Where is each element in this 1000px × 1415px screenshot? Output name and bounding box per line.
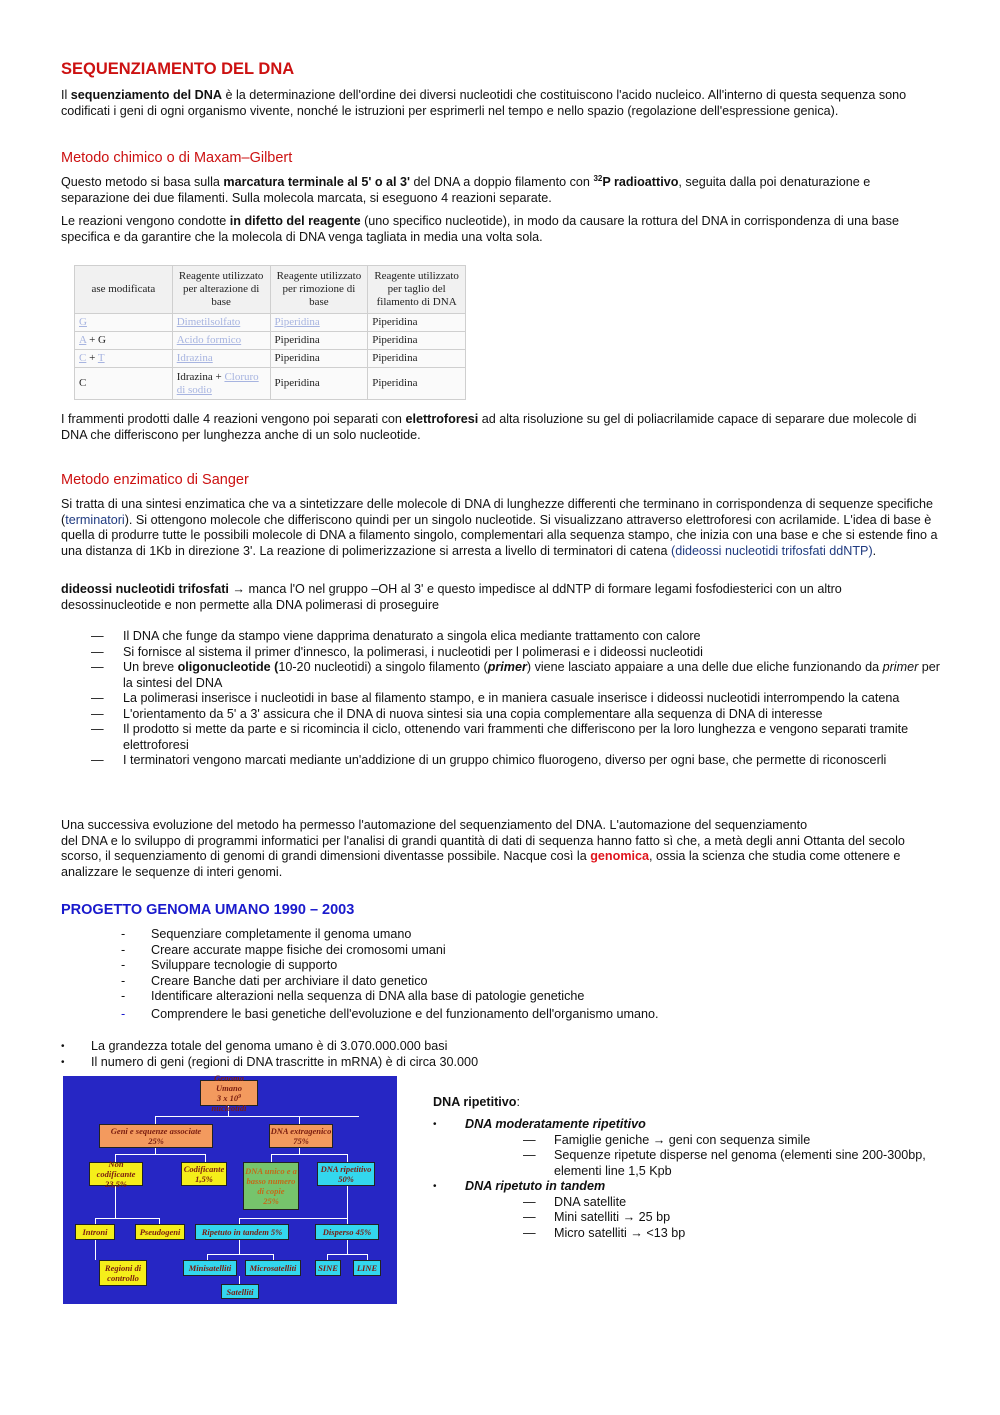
list-item: - Creare Banche dati per archiviare il dato genetico: [121, 973, 428, 988]
repetitive-dna-box: DNA ripetitivo 50%: [317, 1162, 375, 1186]
list-item: - Sequenziare completamente il genoma umano: [121, 927, 412, 941]
intro-paragraph: Il sequenziamento del DNA è la determinazione dell'ordine dei diversi nucleotidi che costituiscono l'acido nucleico. All'interno di questa sequenza sono codificati i geni di ogni organismo vivente, nonché le istruzioni per esprimerli nel tempo e nello spazio (regolazione dell'espressione genica).: [61, 88, 907, 118]
list-item: — Micro satelliti → <13 bp: [523, 1225, 686, 1240]
list-item: - Creare accurate mappe fisiche dei cromosomi umani: [121, 942, 446, 957]
sanger-paragraph-2: dideossi nucleotidi trifosfati → manca l'O nel gruppo –OH al 3' e questo impedisce al ddNTP di formare legami fosfodiesterici con un altro desossinucleotide e non permette alla DNA polimerasi di proseguire: [61, 582, 842, 612]
table-cell: Piperidina: [368, 350, 466, 368]
table-cell: Piperidina: [270, 332, 368, 350]
list-item: — Famiglie geniche → geni con sequenza simile: [523, 1132, 811, 1147]
table-header: ase modificata: [75, 266, 173, 314]
list-item: — DNA satellite: [523, 1194, 627, 1209]
table-cell: A + G: [75, 332, 173, 350]
table-row: [75, 332, 466, 350]
genome-goals-list: [121, 927, 921, 1022]
sine-box: SINE: [315, 1260, 341, 1276]
minisatellites-box: Minisatelliti: [183, 1260, 237, 1276]
list-item: — L'orientamento da 5' a 3' assicura che il DNA di nuova sintesi sia una copia complementare alla sequenza di DNA di interesse: [91, 706, 823, 721]
table-cell: Piperidina: [368, 332, 466, 350]
extragenic-box: DNA extragenico 75%: [270, 1126, 332, 1146]
table-cell: [75, 314, 173, 332]
reagent-link[interactable]: Dimetilsolfato: [176, 316, 241, 328]
satellites-box: Satelliti: [221, 1284, 259, 1299]
table-row: [75, 368, 466, 400]
unique-dna-box: DNA unico e a basso numero di copie 25%: [243, 1162, 299, 1210]
list-item: • La grandezza totale del genoma umano è di 3.070.000.000 basi: [61, 1039, 448, 1053]
maxam-gilbert-heading: Metodo chimico o di Maxam–Gilbert: [61, 150, 293, 166]
genes-box: Geni e sequenze associate 25%: [99, 1124, 213, 1148]
table-cell: C: [75, 368, 173, 400]
tandem-box: Ripetuto in tandem 5%: [195, 1224, 289, 1240]
reagents-table: [74, 265, 466, 400]
table-header: Reagente utilizzato per alterazione di base: [172, 266, 270, 314]
table-cell: [172, 332, 270, 350]
line-box: LINE: [353, 1260, 381, 1276]
list-item: • DNA moderatamente ripetitivo: [433, 1117, 646, 1131]
table-cell: [172, 314, 270, 332]
list-item: • DNA ripetuto in tandem: [433, 1179, 606, 1193]
table-row: [75, 314, 466, 332]
sanger-heading: Metodo enzimatico di Sanger: [61, 472, 249, 488]
table-header: Reagente utilizzato per taglio del filamento di DNA: [368, 266, 466, 314]
genome-facts-list: [61, 1039, 861, 1070]
sanger-paragraph-1: Si tratta di una sintesi enzimatica che va a sintetizzare delle molecole di DNA di lunghezze differenti che terminano in corrispondenza di sequenze specifiche (terminatori). Si ottengono molecole che differiscono quindi per un singolo nucleotide. Si visualizzano attraverso elettroforesi con acrilamide. L'idea di base è quella di produrre tutte le possibili molecole di DNA a filamento singolo, complementari alla sequenza stampo, che inizia con una base e che si estende fino a una distanza di 1Kb in direzione 3'. La reazione di polimerizzazione si arresta a livello di terminatori di catena (dideossi nucleotidi trifosfati ddNTP).: [61, 497, 938, 558]
introns-box: Introni: [75, 1224, 115, 1240]
table-cell: Piperidina: [368, 314, 466, 332]
list-item: — La polimerasi inserisce i nucleotidi in base al filamento stampo, e in maniera casuale inserisce i dideossi nucleotidi interrompendo la catena: [91, 691, 900, 705]
automation-paragraph: Una successiva evoluzione del metodo ha permesso l'automazione del sequenziamento del DNA. L'automazione del sequenziamento del DNA e lo sviluppo di programmi informatici per l'analisi di grandi quantità di dati di sequenza hanno fatto sì che, a metà degli anni Ottanta del secolo scorso, il sequenziamento di genomi di grandi dimensioni diventasse possibile. Nacque così la genomica, ossia la scienza che studia come ottenere e analizzare le sequenze di interi genomi.: [61, 818, 905, 879]
base-link[interactable]: G: [79, 316, 87, 328]
table-cell: [172, 350, 270, 368]
base-link[interactable]: A: [79, 334, 87, 346]
list-item: — Il DNA che funge da stampo viene dapprima denaturato a singola elica mediante trattamento con calore: [91, 629, 701, 643]
list-item: — Si fornisce al sistema il primer d'innesco, la polimerasi, i nucleotidi per l polimerasi e i dideossi nucleotidi: [91, 644, 703, 659]
maxam-paragraph-3: I frammenti prodotti dalle 4 reazioni vengono poi separati con elettroforesi ad alta risoluzione su gel di poliacrilamide capace di separare due molecole di DNA che differiscono per lunghezza anche di un solo nucleotide.: [61, 412, 917, 442]
non-coding-box: Non codificante 23,5%: [89, 1162, 143, 1186]
table-cell: Piperidina: [270, 368, 368, 400]
table-row: [75, 350, 466, 368]
control-regions-box: Regioni di controllo: [99, 1260, 147, 1286]
reagent-link[interactable]: Idrazina: [176, 352, 213, 364]
genome-root-box: Genoma Umano 3 x $10^9$ nucleotidi: [200, 1080, 258, 1106]
reagent-link[interactable]: Piperidina: [274, 316, 320, 328]
page-title: SEQUENZIAMENTO DEL DNA: [61, 60, 295, 78]
genome-composition-diagram: [63, 1073, 397, 1304]
list-item: — Il prodotto si mette da parte e si ricomincia il ciclo, ottenendo vari frammenti che differiscono per la loro lunghezza e vengono separati tramite elettroforesi: [91, 722, 909, 752]
coding-box: Codificante 1,5%: [181, 1162, 227, 1186]
microsatellites-box: Microsatelliti: [245, 1260, 301, 1276]
list-item: - Sviluppare tecnologie di supporto: [121, 958, 338, 972]
table-cell: Idrazina + Cloruro di sodio: [172, 368, 270, 400]
reagent-link[interactable]: Cloruro di sodio: [176, 370, 259, 396]
repetitive-dna-heading: DNA ripetitivo:: [433, 1095, 520, 1109]
list-item: - Identificare alterazioni nella sequenza di DNA alla base di patologie genetiche: [121, 989, 585, 1003]
table-cell: Piperidina: [368, 368, 466, 400]
sanger-steps-list: [61, 629, 951, 769]
pseudogenes-box: Pseudogeni: [135, 1224, 185, 1240]
maxam-paragraph-2: Le reazioni vengono condotte in difetto del reagente (uno specifico nucleotide), in modo da causare la rottura del DNA in corrispondenza di una base specifica e da garantire che la molecola di DNA venga tagliata in media una volta sola.: [61, 214, 899, 244]
list-item: — Mini satelliti → 25 bp: [523, 1210, 671, 1224]
reagent-link[interactable]: Acido formico: [176, 334, 242, 346]
base-link[interactable]: T: [97, 352, 105, 364]
table-cell: C + T: [75, 350, 173, 368]
dispersed-box: Disperso 45%: [315, 1224, 379, 1240]
list-item: - Comprendere le basi genetiche dell'evoluzione e del funzionamento dell'organismo umano.: [121, 1006, 659, 1021]
maxam-paragraph-1: Questo metodo si basa sulla marcatura terminale al 5' o al 3' del DNA a doppio filamento con $^{32}$P radioattivo, seguita dalla poi denaturazione e separazione dei due filamenti. Sulla molecola marcata, si eseguono 4 reazioni separate.: [61, 174, 871, 205]
table-cell: Piperidina: [270, 350, 368, 368]
base-link[interactable]: C: [79, 352, 87, 364]
list-item: — Un breve oligonucleotide (10-20 nucleotidi) a singolo filamento (primer) viene lasciato appaiare a una delle due eliche funzionando da primer per la sintesi del DNA: [91, 660, 940, 690]
list-item: • Il numero di geni (regioni di DNA trascritte in mRNA) è di circa 30.000: [61, 1054, 479, 1069]
table-cell: [270, 314, 368, 332]
repetitive-dna-list: [433, 1117, 963, 1241]
genome-project-heading: PROGETTO GENOMA UMANO 1990 – 2003: [61, 902, 355, 918]
table-header: Reagente utilizzato per rimozione di base: [270, 266, 368, 314]
list-item: — I terminatori vengono marcati mediante un'addizione di un gruppo chimico fluorogeno, diverso per ogni base, che permette di riconoscerli: [91, 753, 887, 767]
list-item: — Sequenze ripetute disperse nel genoma (elementi sine 200-300bp, elementi line 1,5 Kpb: [523, 1148, 926, 1178]
